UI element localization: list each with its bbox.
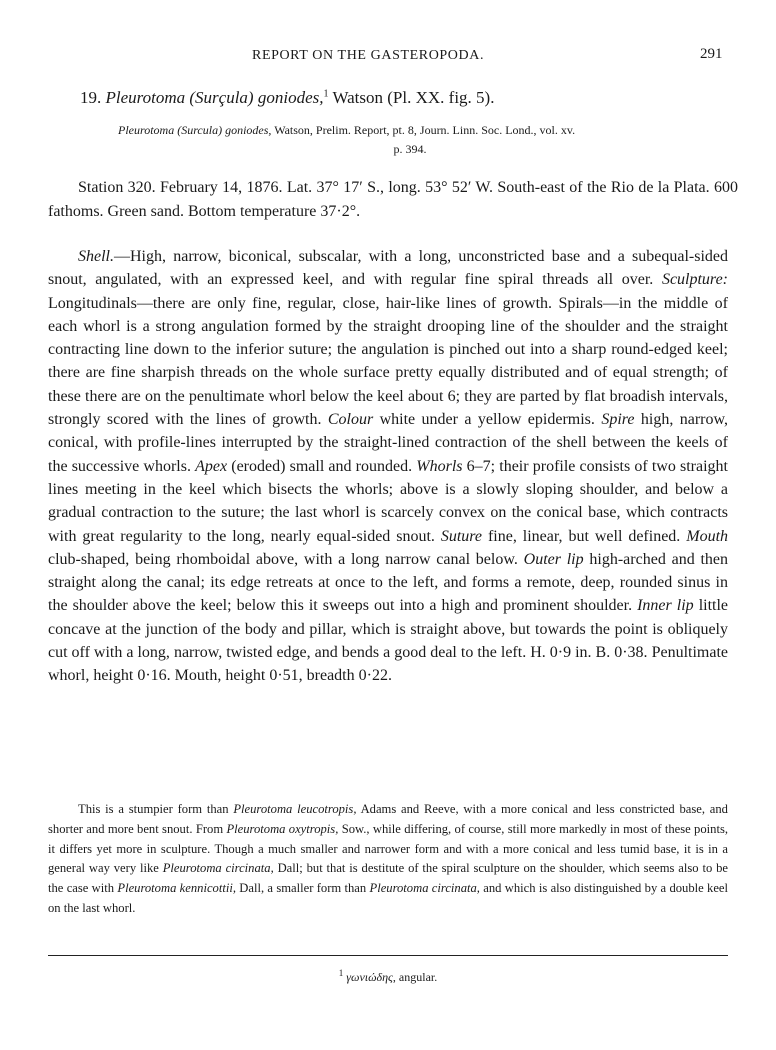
species-ref: Pleurotoma circinata, <box>162 861 274 876</box>
species-ref: Pleurotoma leucotropis, <box>233 802 357 816</box>
colour-label: Colour <box>327 411 374 429</box>
spire-label: Spire <box>601 411 635 429</box>
running-title: REPORT ON THE GASTEROPODA. <box>252 48 485 63</box>
suture-label: Suture <box>440 527 483 545</box>
footnote-text: , angular. <box>392 970 438 984</box>
footnote-divider <box>48 955 728 956</box>
species-number: 19. <box>80 88 102 107</box>
remarks-text: Adams and Reeve, with a more conical and less constricted base, and shorter and more bent snout. From <box>48 802 728 836</box>
footnote-ref: 1 <box>323 88 329 100</box>
page-number: 291 <box>700 46 723 62</box>
station-paragraph: Station 320. February 14, 1876. Lat. 37° 17′ S., long. 53° 52′ W. South-east of the Rio de la Plata. 600 fathoms. Green sand. Bottom temperature 37·2°. <box>48 179 738 220</box>
remarks-paragraph <box>48 800 728 919</box>
apex-label: Apex <box>195 457 228 475</box>
whorls-label: Whorls <box>416 457 463 475</box>
species-ref: Pleurotoma kennicottii, <box>117 881 236 896</box>
running-head <box>0 46 776 68</box>
inner-lip-text: little concave at the junction of the body and pillar, which is straight above, but towards the point is obliquely cut off with a long, narrow, twisted edge, and bends a good deal to the left. H. 0·9 in. B. 0·38. Penultimate whorl, height 0·16. Mouth, height 0·51, breadth 0·22. <box>48 597 729 685</box>
author-plate: Watson (Pl. XX. fig. 5). <box>328 88 495 107</box>
outer-lip-text: high-arched and then straight along the canal; its edge retreats at once to the left, and forms a remote, deep, rounded sinus in the shoulder above the keel; below this it sweeps out into a high and prominent shoulder. <box>48 550 729 615</box>
reference-citation: Watson, Prelim. Report, pt. 8, Journ. Linn. Soc. Lond., vol. xv. <box>271 123 576 137</box>
reference-name: Pleurotoma (Surcula) goniodes, <box>118 123 272 137</box>
remarks-text: Dall; but that is destitute of the spiral sculpture on the shoulder, which seems also to be the case with <box>48 861 728 896</box>
shell-label: Shell. <box>78 248 114 265</box>
footnote <box>0 968 776 985</box>
remarks-text: Dall, a smaller form than <box>235 881 370 896</box>
species-ref: Pleurotoma oxytropis, <box>226 821 339 836</box>
shell-description <box>48 245 728 688</box>
footnote-greek: γωνιώδης <box>346 970 393 984</box>
synonymy-reference <box>80 121 740 159</box>
genus-name: Pleurotoma <box>105 88 186 107</box>
spire-text: high, narrow, conical, with profile-lines interrupted by the straight-lined contraction of the shell between the keels of the successive whorls. <box>48 411 729 475</box>
mouth-label: Mouth <box>686 527 729 545</box>
species-heading <box>80 88 494 108</box>
shell-text: —High, narrow, biconical, subscalar, with a long, unconstricted base and a subequal-sided snout, angulated, with an expressed keel, and with regular fine spiral threads all over. <box>48 248 728 289</box>
colour-text: white under a yellow epidermis. <box>373 411 602 429</box>
remarks-text: Sow., while differing, of course, still more markedly in most of these points, it differs yet more in sculpture. Though a much smaller and narrower form and with a more conical and less tumid base, it is in a general way very like <box>48 821 728 876</box>
outer-lip-label: Outer lip <box>523 550 584 568</box>
whorls-text: 6–7; their profile consists of two straight lines meeting in the keel which bisects the whorls; above is a slowly sloping shoulder, and below a gradual contraction to the suture; the last whorl is scarcely convex on the conical base, which contracts with great regularity to the long, nearly equal-sided snout. <box>48 457 728 545</box>
inner-lip-label: Inner lip <box>637 597 694 615</box>
sculpture-label: Sculpture: <box>661 271 728 289</box>
mouth-text: club-shaped, being rhomboidal above, with a long narrow canal below. <box>48 550 524 568</box>
apex-text: (eroded) small and rounded. <box>227 457 417 475</box>
reference-page: p. 394. <box>393 142 427 156</box>
sculpture-text: Longitudinals—there are only fine, regular, close, hair-like lines of growth. Spirals—in the middle of each whorl is a strong angulation formed by the straight drooping line of the shoulder and the straight contracting line down to the inferior suture; the angulation is pinched out into a sharp round-edged keel; there are fine sharpish threads on the whole surface pretty equally distributed and of equal strength; of these there are on the penultimate whorl below the keel about 6; they are parted by flat broadish intervals, strongly scored with the lines of growth. <box>48 294 728 429</box>
remarks-text: This is a stumpier form than <box>78 802 234 816</box>
species-ref: Pleurotoma circinata, <box>369 881 480 896</box>
suture-text: fine, linear, but well defined. <box>482 527 687 545</box>
subgenus-name: (Surçula) <box>189 88 254 107</box>
remarks-text: and which is also distinguished by a double keel on the last whorl. <box>48 881 729 915</box>
footnote-mark: 1 <box>338 968 344 978</box>
species-name: goniodes, <box>257 88 324 107</box>
